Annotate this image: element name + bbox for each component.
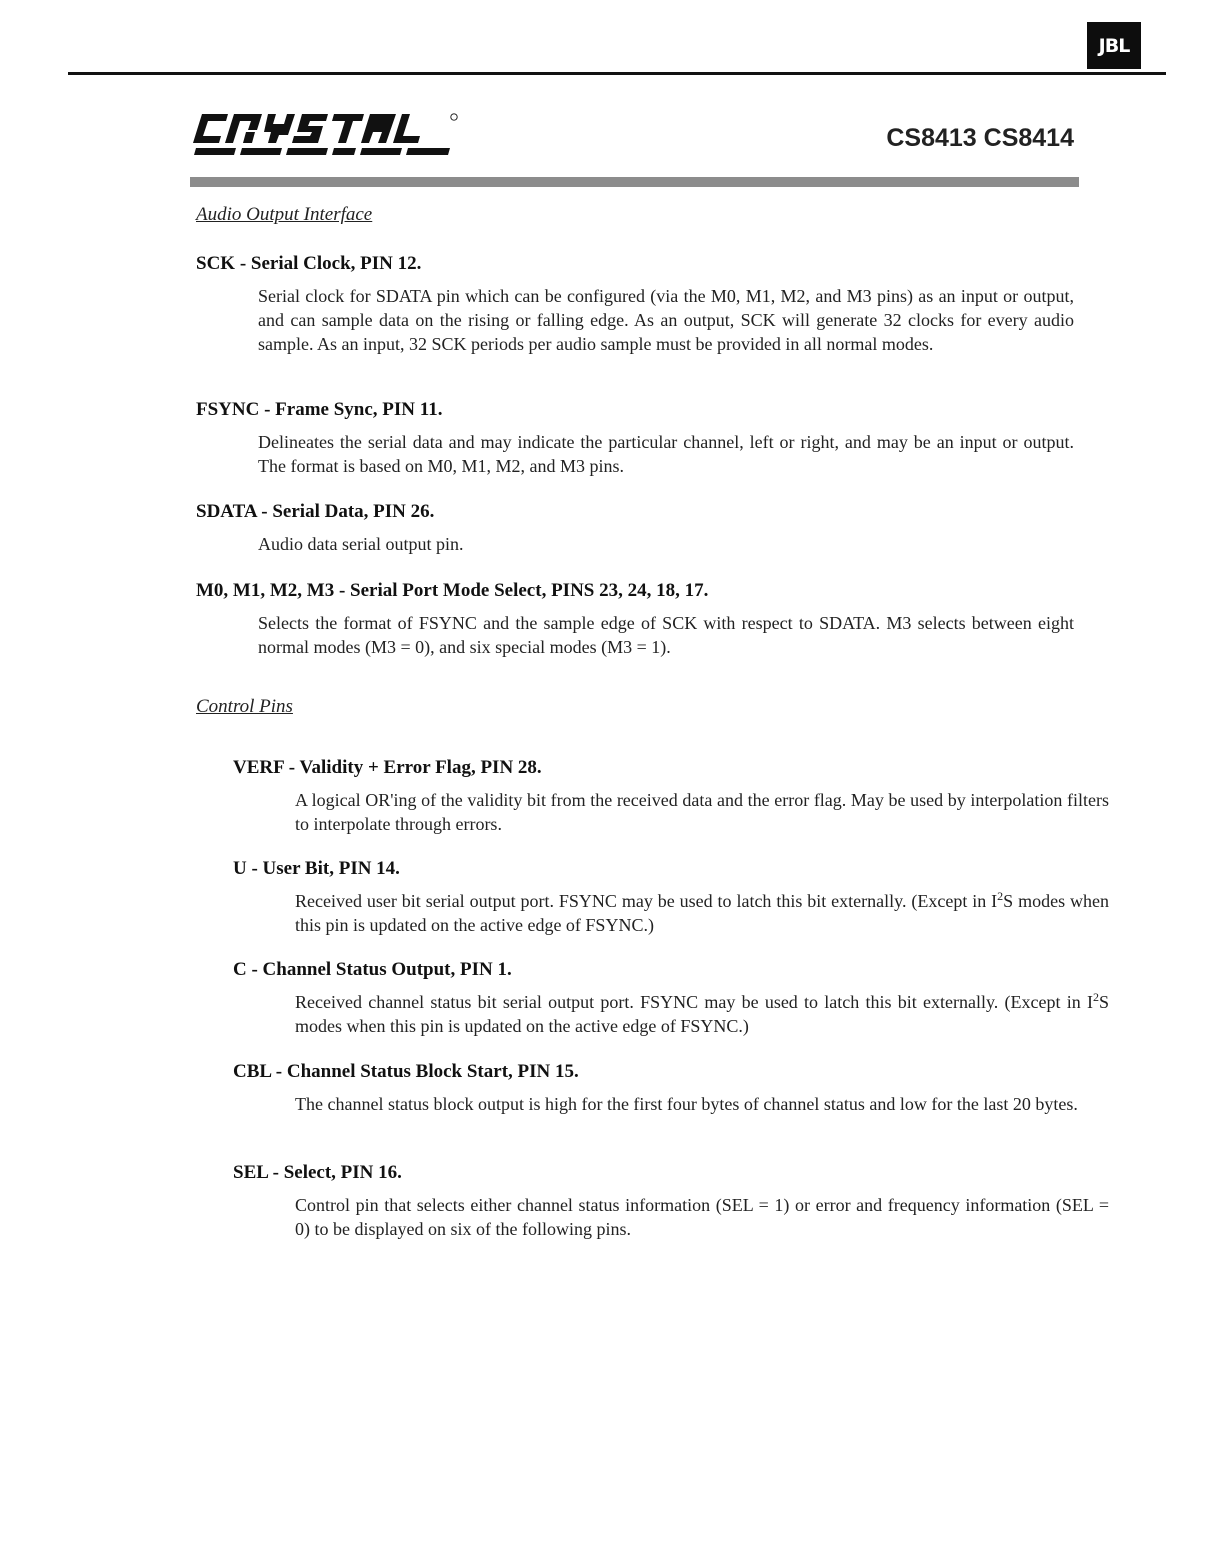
pin-entry-channel-status: [233, 958, 1109, 1038]
pin-entry-user-bit: [233, 857, 1109, 937]
jbl-badge: JBL: [1087, 22, 1141, 69]
pin-description: Received channel status bit serial output port. FSYNC may be used to latch this bit externally. (Except in $I^2S$ modes when this pin is updated on the active edge of FSYNC.): [295, 990, 1109, 1036]
pin-entry-fsync: [196, 398, 1074, 478]
pin-entry-verf: [233, 756, 1109, 836]
part-number: CS8413 CS8414: [886, 124, 1074, 152]
pin-entry-cbl: [233, 1060, 1109, 1116]
pin-title: U - User Bit, PIN 14.: [233, 858, 400, 879]
pin-title: VERF - Validity + Error Flag, PIN 28.: [233, 757, 542, 778]
pin-description: Delineates the serial data and may indicate the particular channel, left or right, and may be an input or output. The format is based on M0, M1, M2, and M3 pins.: [258, 432, 1074, 476]
pin-title: SEL - Select, PIN 16.: [233, 1162, 402, 1183]
pin-description: Serial clock for SDATA pin which can be configured (via the M0, M1, M2, and M3 pins) as an input or output, and can sample data on the rising or falling edge. As an output, SCK will generate 32 clocks for every audio sample. As an input, 32 SCK periods per audio sample must be provided in all normal modes.: [258, 286, 1074, 354]
pin-title: SCK - Serial Clock, PIN 12.: [196, 253, 422, 274]
pin-title: M0, M1, M2, M3 - Serial Port Mode Select, PINS 23, 24, 18, 17.: [196, 580, 709, 601]
pin-entry-sdata: [196, 500, 1074, 556]
top-rule: [68, 72, 1166, 75]
pin-title: CBL - Channel Status Block Start, PIN 15.: [233, 1061, 579, 1082]
pin-entry-sel: [233, 1161, 1109, 1241]
superscript: 2: [997, 889, 1004, 903]
pin-entry-mode-select: [196, 579, 1074, 659]
crystal-logo: [188, 108, 463, 162]
pin-description: A logical OR'ing of the validity bit from the received data and the error flag. May be used by interpolation filters to interpolate through errors.: [295, 790, 1109, 834]
pin-title: FSYNC - Frame Sync, PIN 11.: [196, 399, 443, 420]
pin-description: Audio data serial output pin.: [258, 534, 464, 554]
pin-description: The channel status block output is high for the first four bytes of channel status and low for the last 20 bytes.: [295, 1094, 1078, 1114]
pin-entry-sck: [196, 252, 1074, 356]
pin-description: Control pin that selects either channel status information (SEL = 1) or error and frequency information (SEL = 0) to be displayed on six of the following pins.: [295, 1195, 1109, 1239]
section-heading-control-pins: Control Pins: [196, 696, 293, 717]
pin-description: Received user bit serial output port. FSYNC may be used to latch this bit externally. (Except in $I^2S$ modes when this pin is updated on the active edge of FSYNC.): [295, 889, 1109, 935]
section-heading-audio-output: Audio Output Interface: [196, 204, 373, 225]
pin-title: C - Channel Status Output, PIN 1.: [233, 959, 512, 980]
header-band: [190, 177, 1079, 187]
pin-title: SDATA - Serial Data, PIN 26.: [196, 501, 435, 522]
pin-description: Selects the format of FSYNC and the sample edge of SCK with respect to SDATA. M3 selects between eight normal modes (M3 = 0), and six special modes (M3 = 1).: [258, 613, 1074, 657]
superscript: 2: [1092, 990, 1099, 1004]
